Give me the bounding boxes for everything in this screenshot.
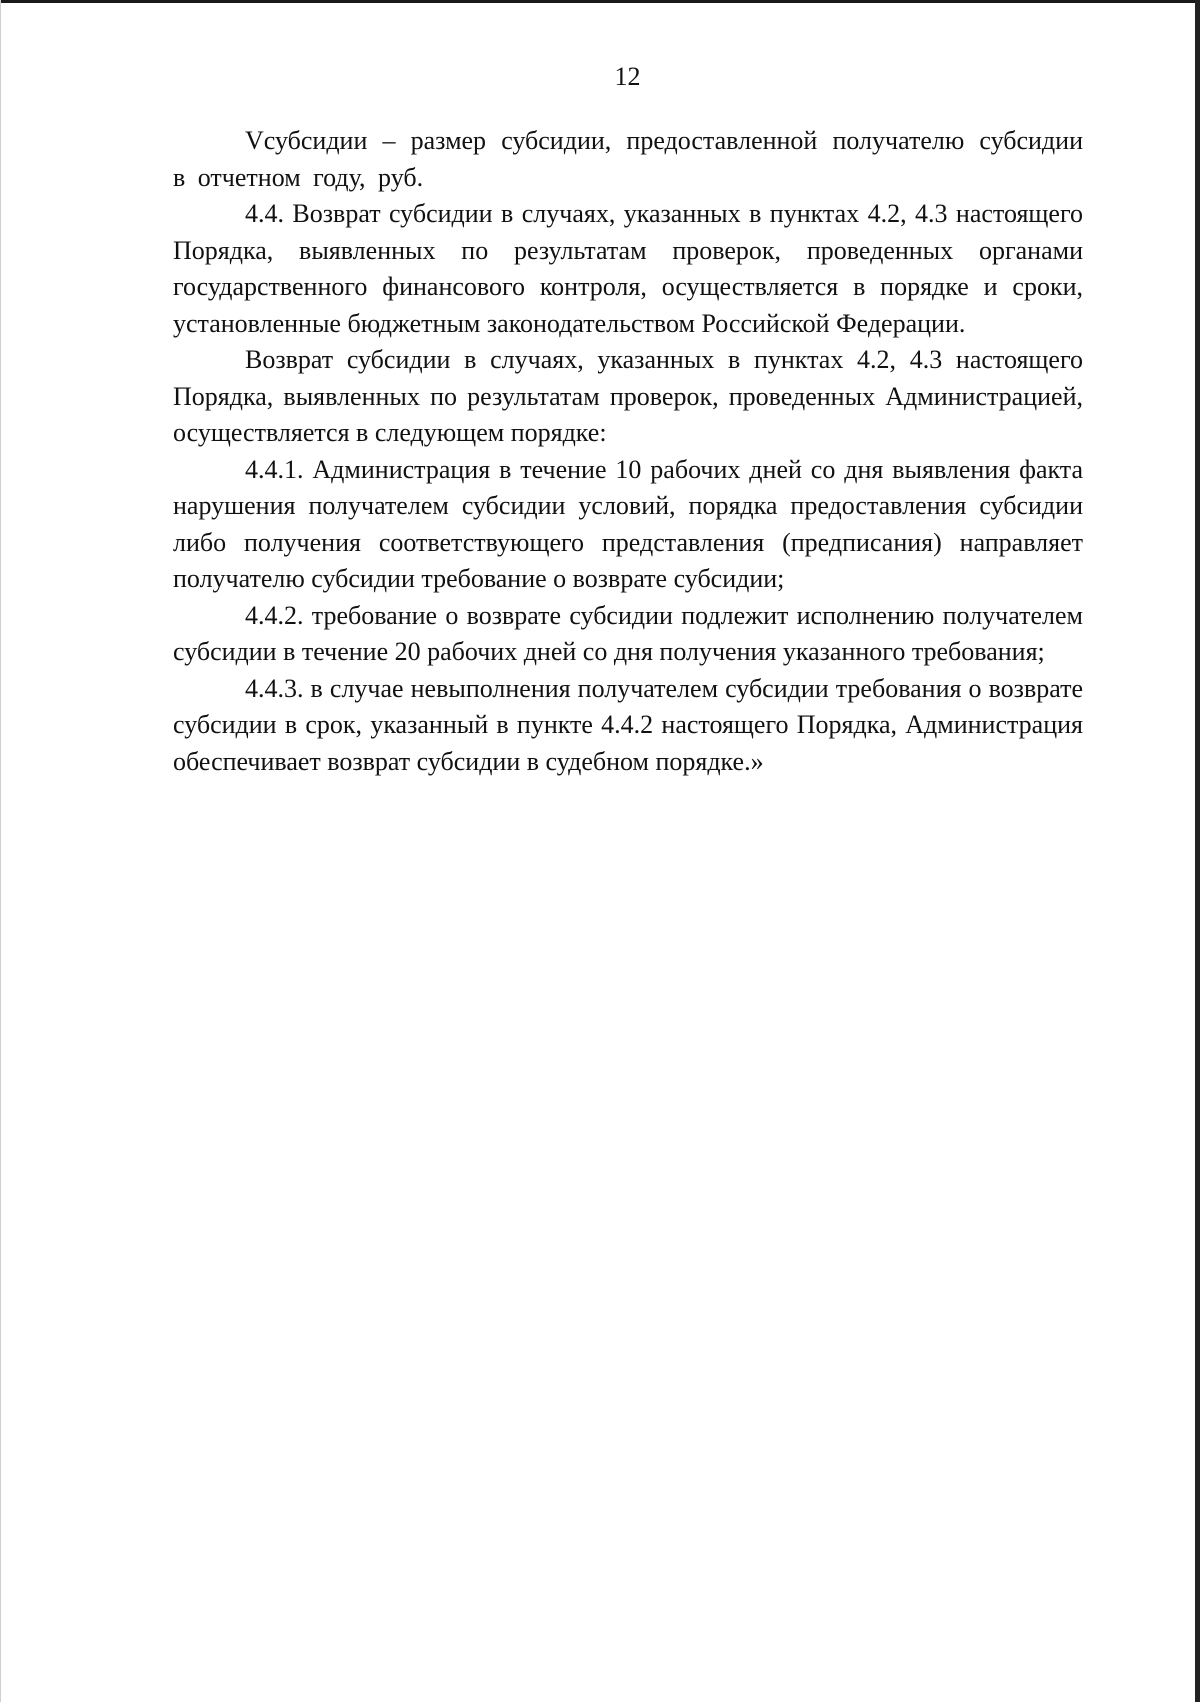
paragraph-4-4: 4.4. Возврат субсидии в случаях, указанных в пунктах 4.2, 4.3 настоящего Порядка, выявленных по результатам проверок, проведенных органами государственного финансового контроля, осуществляется в порядке и сроки, установленные бюджетным законодательством Российской Федерации. — [173, 199, 1083, 338]
scan-edge-right — [1195, 0, 1200, 1702]
paragraph-4-4-1: 4.4.1. Администрация в течение 10 рабочих дней со дня выявления факта нарушения получателем субсидии условий, порядка предоставления субсидии либо получения соответствующего представления (предписания) направляет получателю субсидии требование о возврате субсидии; — [173, 454, 1083, 593]
paragraph-return-procedure: Возврат субсидии в случаях, указанных в пунктах 4.2, 4.3 настоящего Порядка, выявленных по результатам проверок, проведенных Администрацией, осуществляется в следующем порядке: — [173, 345, 1083, 447]
paragraph-4-4-2: 4.4.2. требование о возврате субсидии подлежит исполнению получателем субсидии в течение 20 рабочих дней со дня получения указанного требования; — [173, 600, 1083, 666]
document-body — [173, 123, 1083, 780]
page-number: 12 — [614, 62, 641, 91]
paragraph-4-4-3: 4.4.3. в случае невыполнения получателем субсидии требования о возврате субсидии в срок, указанный в пункте 4.4.2 настоящего Порядка, Администрация обеспечивает возврат субсидии в судебном порядке.» — [173, 673, 1083, 776]
scan-edge-left — [0, 0, 1, 1702]
paragraph-subsidy-definition: Vсубсидии – размер субсидии, предоставленной получателю субсидии в отчетном году, руб. — [173, 126, 1083, 192]
scan-edge-top — [0, 0, 1200, 3]
